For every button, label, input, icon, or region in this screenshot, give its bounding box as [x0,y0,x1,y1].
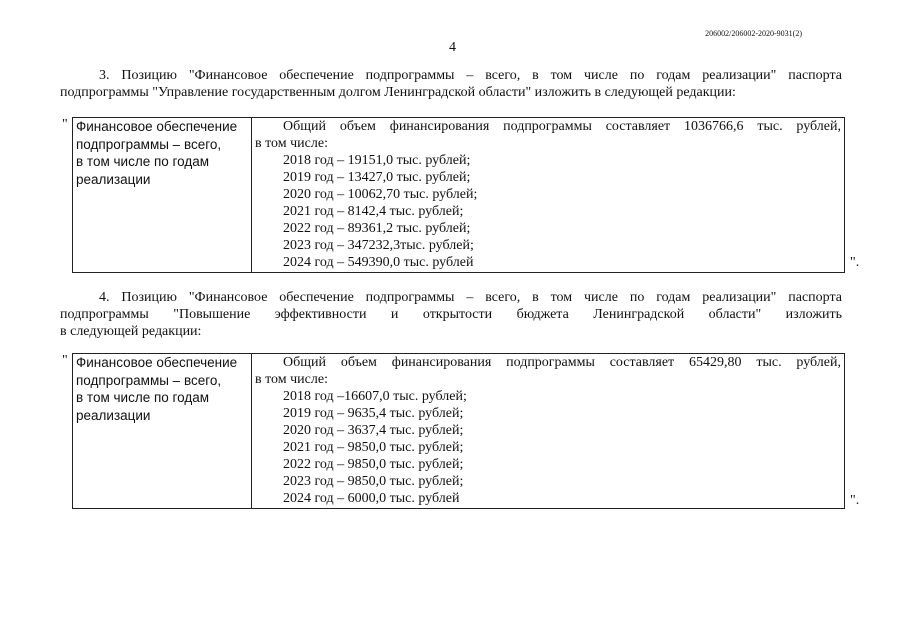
section-4-total-cont: в том числе: [255,372,328,387]
section-3-year-2023: 2023 год – 347232,3тыс. рублей; [283,238,474,253]
section-4-table-row [73,354,845,509]
section-3-label-cell [73,118,252,273]
section-4-year-2020: 2020 год – 3637,4 тыс. рублей; [283,423,464,438]
section-4-quote-open: " [62,353,68,368]
section-4-quote-close: ". [850,493,860,508]
section-4-year-2019: 2019 год – 9635,4 тыс. рублей; [283,406,464,421]
section-3-label-line: в том числе по годам [76,154,210,169]
section-4-year-2018: 2018 год –16607,0 тыс. рублей; [283,389,467,404]
section-3-label-line: Финансовое обеспечение [76,119,238,134]
section-3-year-2018: 2018 год – 19151,0 тыс. рублей; [283,153,471,168]
section-4-label-line: в том числе по годам [76,390,210,405]
section-3-total-cont: в том числе: [255,136,328,151]
document-code: 206002/206002-2020-9031(2) [705,29,802,38]
section-3-intro-line-2: подпрограммы "Управление государственным долгом Ленинградской области" изложить в следующей редакции: [60,85,736,100]
section-4-year-2021: 2021 год – 9850,0 тыс. рублей; [283,440,464,455]
section-4-total: Общий объем финансирования подпрограммы составляет 65429,80 тыс. рублей, [283,355,841,370]
section-4-value-cell [252,354,845,509]
section-4-table [72,353,845,509]
section-3-year-2021: 2021 год – 8142,4 тыс. рублей; [283,204,464,219]
section-3-intro-line-1: 3. Позицию "Финансовое обеспечение подпрограммы – всего, в том числе по годам реализации" паспорта [99,68,842,83]
section-3-year-2024: 2024 год – 549390,0 тыс. рублей [283,255,474,270]
section-4-year-2023: 2023 год – 9850,0 тыс. рублей; [283,474,464,489]
section-4-year-2022: 2022 год – 9850,0 тыс. рублей; [283,457,464,472]
section-3-year-2020: 2020 год – 10062,70 тыс. рублей; [283,187,478,202]
section-4-year-2024: 2024 год – 6000,0 тыс. рублей [283,491,460,506]
section-3-label-line: реализации [76,171,151,187]
section-3-year-2022: 2022 год – 89361,2 тыс. рублей; [283,221,471,236]
section-3-quote-close: ". [850,255,860,270]
section-4-label-line: подпрограммы – всего, [76,372,222,388]
section-3-value-cell [252,118,845,273]
section-4-intro-line-2: подпрограммы "Повышение эффективности и открытости бюджета Ленинградской области" изложить [60,307,842,322]
section-3-label-line: подпрограммы – всего, [76,136,222,152]
section-4-intro [60,289,842,340]
section-4-intro-line-3: в следующей редакции: [60,324,202,339]
section-4-intro-line-1: 4. Позицию "Финансовое обеспечение подпрограммы – всего, в том числе по годам реализации" паспорта [99,290,842,305]
section-3-intro [60,67,842,101]
section-4-label-line: реализации [76,407,151,423]
section-3-table [72,117,845,273]
section-3-total: Общий объем финансирования подпрограммы составляет 1036766,6 тыс. рублей, [283,119,841,134]
section-3-quote-open: " [62,117,68,132]
section-3-year-2019: 2019 год – 13427,0 тыс. рублей; [283,170,471,185]
section-4-label-cell [73,354,252,509]
page-number: 4 [449,40,456,55]
section-4-label-line: Финансовое обеспечение [76,355,238,370]
section-3-table-row [73,118,845,273]
